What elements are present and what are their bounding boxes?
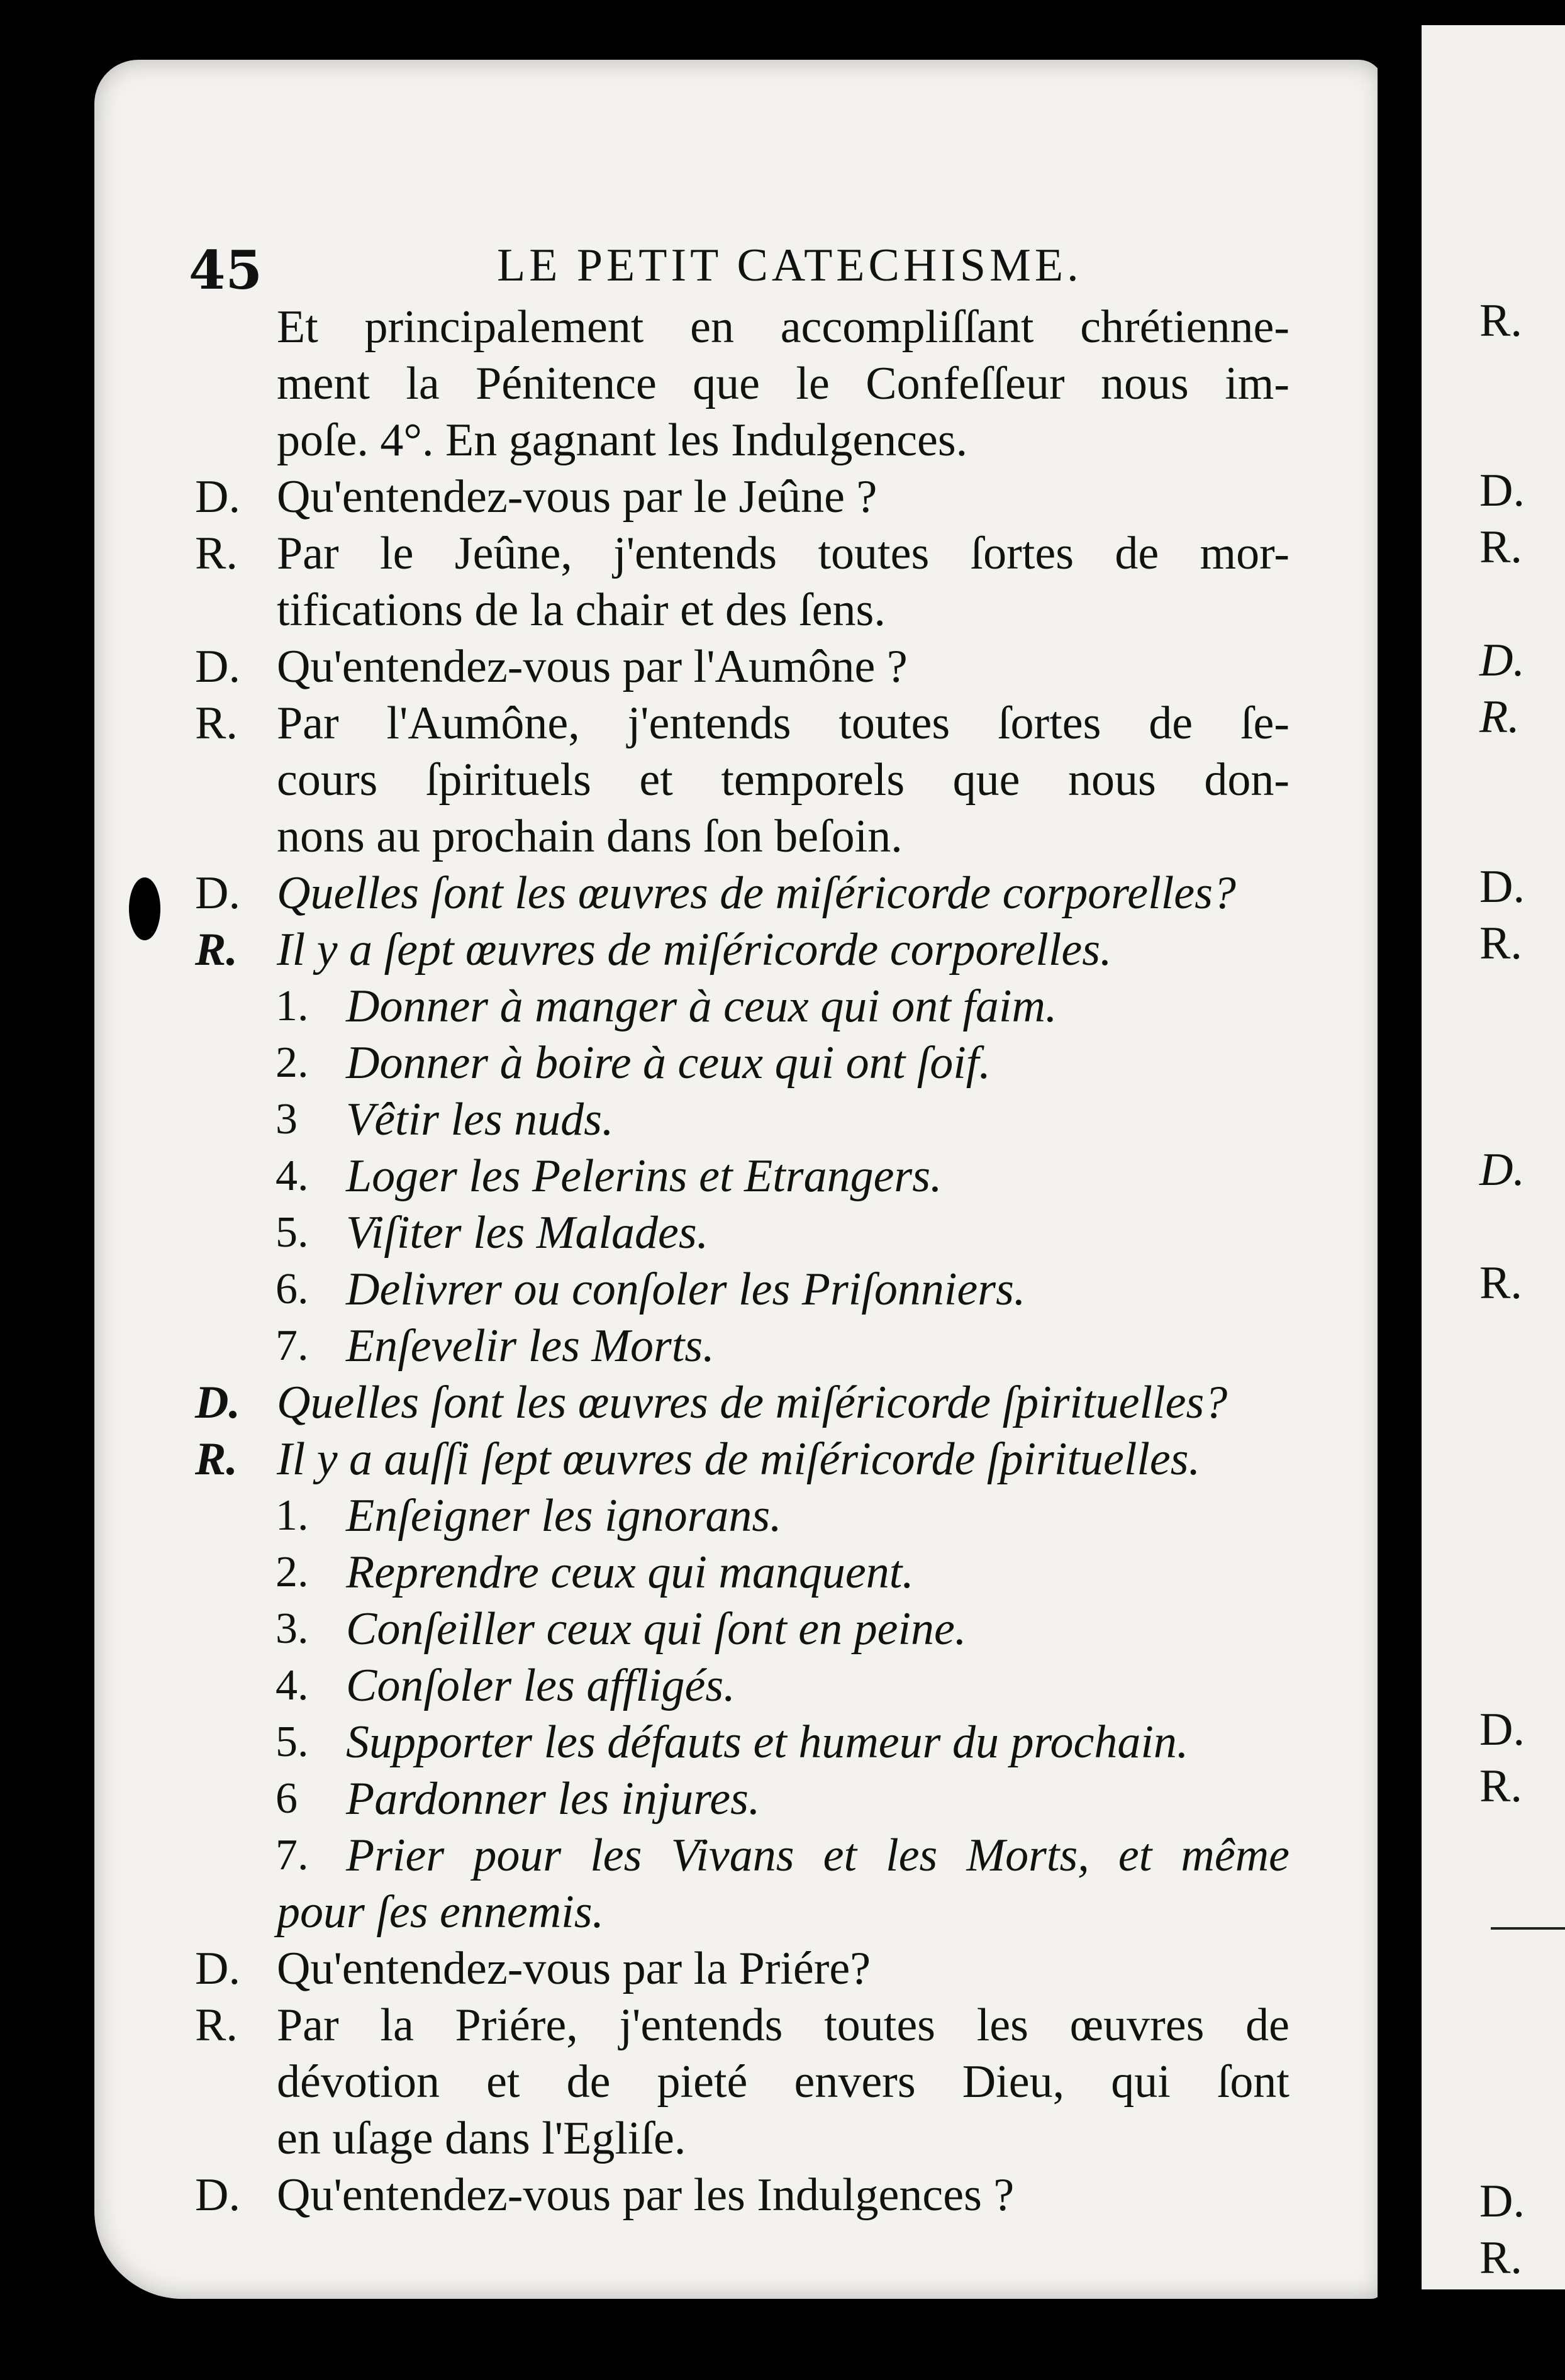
- answer-line: Il y a auſſi ſept œuvres de miſéricorde ſpirituelles.: [277, 1433, 1201, 1485]
- list-item: Delivrer ou conſoler les Priſonniers.: [346, 1264, 1026, 1315]
- answer-line: Par l'Aumône, j'entends toutes ſortes de ſe-: [277, 698, 1289, 749]
- list-item: Donner à boire à ceux qui ont ſoif.: [346, 1037, 991, 1089]
- list-number: 6: [276, 1774, 298, 1823]
- running-title-text: LE PETIT CATECHISME.: [497, 240, 1083, 291]
- list-item: Conſoler les affligés.: [346, 1660, 735, 1711]
- right-marker: R.: [1479, 1257, 1522, 1309]
- marker-d: D.: [195, 1943, 240, 1994]
- list-item: Enſeigner les ignorans.: [346, 1490, 782, 1542]
- list-number: 2.: [276, 1038, 309, 1087]
- book-gutter: [1378, 0, 1403, 2380]
- list-number: 5.: [276, 1208, 309, 1257]
- list-number: 1.: [276, 982, 309, 1030]
- list-number: 3: [276, 1095, 298, 1143]
- list-item: Loger les Pelerins et Etrangers.: [346, 1150, 942, 1202]
- right-marker: D.: [1479, 861, 1525, 913]
- page-number: 45: [189, 239, 262, 301]
- marker-d: D.: [195, 641, 240, 692]
- marker-r: R.: [195, 528, 238, 579]
- marker-d: D.: [195, 471, 240, 523]
- list-number: 4.: [276, 1152, 309, 1200]
- right-marker: R.: [1479, 691, 1520, 743]
- right-marker: D.: [1479, 1704, 1525, 1755]
- list-item-continuation: pour ſes ennemis.: [277, 1886, 604, 1938]
- answer-line: Il y a ſept œuvres de miſéricorde corporelles.: [277, 924, 1112, 976]
- list-number: 5.: [276, 1718, 309, 1766]
- question-line: Qu'entendez-vous par l'Aumône ?: [277, 641, 908, 692]
- list-number: 1.: [276, 1491, 309, 1540]
- marker-d: D.: [195, 1377, 240, 1428]
- list-item: Enſevelir les Morts.: [346, 1320, 715, 1372]
- list-item: Conſeiller ceux qui ſont en peine.: [346, 1603, 967, 1655]
- text-line: poſe. 4°. En gagnant les Indulgences.: [277, 414, 968, 466]
- answer-line: en uſage dans l'Egliſe.: [277, 2113, 686, 2164]
- list-number: 4.: [276, 1661, 309, 1710]
- text-line: ment la Pénitence que le Confeſſeur nous im-: [277, 358, 1289, 409]
- list-item: Donner à manger à ceux qui ont faim.: [346, 981, 1057, 1032]
- list-item: Supporter les défauts et humeur du prochain.: [346, 1716, 1189, 1768]
- answer-line: Par la Priére, j'entends toutes les œuvres de: [277, 1999, 1289, 2051]
- list-item: Prier pour les Vivans et les Morts, et même: [346, 1830, 1289, 1881]
- running-title: [497, 239, 1083, 292]
- question-line: Qu'entendez-vous par le Jeûne ?: [277, 471, 877, 523]
- marker-r: R.: [195, 1999, 238, 2051]
- question-line: Qu'entendez-vous par les Indulgences ?: [277, 2169, 1015, 2221]
- answer-line: nons au prochain dans ſon beſoin.: [277, 811, 903, 862]
- question-line: Quelles ſont les œuvres de miſéricorde ſpirituelles?: [277, 1377, 1228, 1428]
- right-page-rule: [1491, 1927, 1565, 1930]
- answer-line: Par le Jeûne, j'entends toutes ſortes de mor-: [277, 528, 1289, 579]
- question-line: Quelles ſont les œuvres de miſéricorde corporelles?: [277, 867, 1236, 919]
- list-number: 2.: [276, 1548, 309, 1596]
- answer-line: dévotion et de pieté envers Dieu, qui ſont: [277, 2056, 1289, 2108]
- list-item: Reprendre ceux qui manquent.: [346, 1547, 914, 1598]
- right-marker: D.: [1479, 635, 1525, 686]
- right-marker: R.: [1479, 918, 1522, 969]
- right-marker: D.: [1479, 1144, 1525, 1196]
- marker-d: D.: [195, 2169, 240, 2221]
- right-marker: R.: [1479, 295, 1522, 347]
- ink-blot: [129, 877, 160, 940]
- marker-r: R.: [195, 1433, 238, 1485]
- answer-line: cours ſpirituels et temporels que nous don-: [277, 754, 1289, 806]
- marker-r: R.: [195, 924, 238, 976]
- list-item: Viſiter les Malades.: [346, 1207, 709, 1259]
- marker-r: R.: [195, 698, 238, 749]
- marker-d: D.: [195, 867, 240, 919]
- list-item: Vêtir les nuds.: [346, 1094, 614, 1145]
- question-line: Qu'entendez-vous par la Priére?: [277, 1943, 871, 1994]
- right-marker: D.: [1479, 2176, 1525, 2227]
- text-line: Et principalement en accompliſſant chrétienne-: [277, 301, 1289, 353]
- list-number: 7.: [276, 1321, 309, 1370]
- right-marker: R.: [1479, 2232, 1522, 2284]
- list-item: Pardonner les injures.: [346, 1773, 760, 1825]
- list-number: 7.: [276, 1831, 309, 1879]
- right-marker: R.: [1479, 1760, 1522, 1812]
- right-marker: R.: [1479, 521, 1522, 573]
- answer-line: tifications de la chair et des ſens.: [277, 584, 886, 636]
- list-number: 6.: [276, 1265, 309, 1313]
- right-marker: D.: [1479, 465, 1525, 516]
- list-number: 3.: [276, 1604, 309, 1653]
